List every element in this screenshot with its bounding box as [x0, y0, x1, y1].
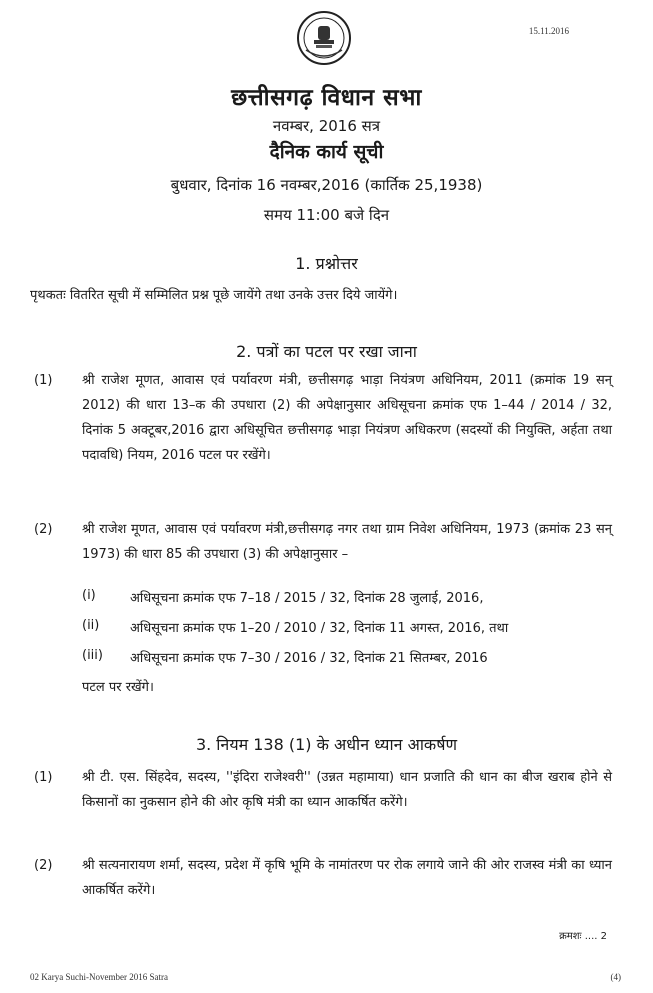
section2-heading: 2. पत्रों का पटल पर रखा जाना [236, 342, 417, 361]
sub-item-number: (ii) [82, 618, 100, 633]
section3-item2-text: श्री सत्यनारायण शर्मा, सदस्य, प्रदेश में कृषि भूमि के नामांतरण पर रोक लगाये जाने की ओर राजस्व मंत्री का ध्यान आकर्षित करेंगे। [82, 858, 612, 898]
footer-file-name: 02 Karya Suchi-November 2016 Satra [30, 972, 168, 982]
time-label: समय 11:00 बजे दिन [263, 206, 390, 224]
sub-item-number: (i) [82, 588, 96, 603]
sub-item-text: अधिसूचना क्रमांक एफ 7–30 / 2016 / 32, दिनांक 21 सितम्बर, 2016 [130, 651, 488, 666]
section3-item1-number: (1) [34, 770, 53, 785]
section1-heading: 1. प्रश्नोत्तर [295, 254, 358, 273]
day-date: बुधवार, दिनांक 16 नवम्बर,2016 (कार्तिक 25,1938) [170, 176, 483, 194]
section2-closing: पटल पर रखेंगे। [82, 680, 154, 695]
section2-item2-number: (2) [34, 522, 53, 537]
sub-item-number: (iii) [82, 648, 103, 663]
section3-item2-number: (2) [34, 858, 53, 873]
agenda-title: दैनिक कार्य सूची [269, 141, 384, 163]
section2-item1-number: (1) [34, 373, 53, 388]
section1-text: पृथकतः वितरित सूची में सम्मिलित प्रश्न पूछे जायेंगे तथा उनके उत्तर दिये जायेंगे। [30, 288, 398, 303]
section3-item1-text: श्री टी. एस. सिंहदेव, सदस्य, ''इंदिरा राजेश्वरी'' (उन्नत महामाया) धान प्रजाति की धान का बीज खराब होने से किसानों का नुकसान होने की ओर कृषि मंत्री का ध्यान आकर्षित करेंगे। [82, 770, 612, 810]
continued-label: क्रमशः .... 2 [559, 931, 607, 942]
page-number: (4) [610, 972, 621, 982]
sub-item-text: अधिसूचना क्रमांक एफ 7–18 / 2015 / 32, दिनांक 28 जुलाई, 2016, [130, 591, 484, 606]
section2-item1-text: श्री राजेश मूणत, आवास एवं पर्यावरण मंत्री, छत्तीसगढ़ भाड़ा नियंत्रण अधिनियम, 2011 (क्रमांक 19 सन् 2012) की धारा 13–क की उपधारा (2) की अपेक्षानुसार अधिसूचना क्रमांक एफ 1–44 / 2014 / 32, दिनांक 5 अक्टूबर,2016 द्वारा अधिसूचित छत्तीसगढ़ भाड़ा नियंत्रण अधिकरण (सदस्यों की नियुक्ति, अर्हता तथा पदावधि) नियम, 2016 पटल पर रखेंगे। [82, 373, 612, 463]
assembly-title: छत्तीसगढ़ विधान सभा [231, 85, 422, 111]
sub-item-text: अधिसूचना क्रमांक एफ 1–20 / 2010 / 32, दिनांक 11 अगस्त, 2016, तथा [130, 621, 509, 636]
section2-item2-text: श्री राजेश मूणत, आवास एवं पर्यावरण मंत्री,छत्तीसगढ़ नगर तथा ग्राम निवेश अधिनियम, 1973 (क्रमांक 23 सन् 1973) की धारा 85 की उपधारा (3) की अपेक्षानुसार – [82, 522, 612, 562]
date-stamp: 15.11.2016 [528, 26, 569, 36]
session-label: नवम्बर, 2016 सत्र [272, 117, 381, 135]
section3-heading: 3. नियम 138 (1) के अधीन ध्यान आकर्षण [195, 735, 458, 754]
state-emblem-icon [296, 10, 352, 66]
